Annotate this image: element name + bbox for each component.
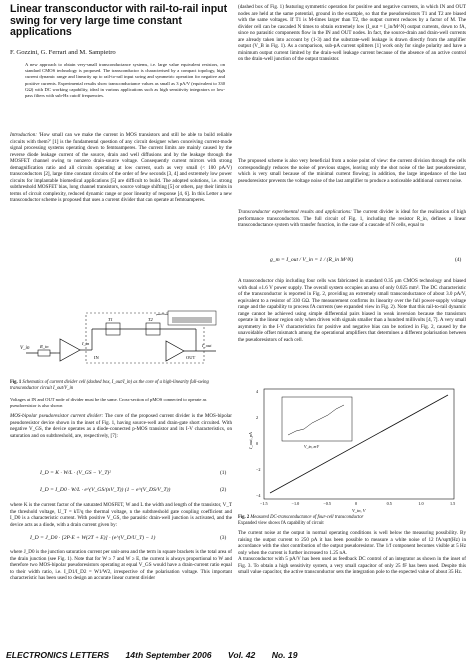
figure-1-caption (10, 380, 232, 392)
y-tick-label: −2 (256, 467, 261, 472)
abstract: A new approach to obtain very-small transconductance systems, i.e. large value equivalent resistors, on standard CMOS technology is proposed. The transconductor is characterised by a compact topology, high current dynamic range and linearity up to rail-to-rail input swing and symmetric operation for negative and positive currents. Experimental results show transconductance values as small as 3 pA/V (equivalent to 330 GΩ) with DC working capability, ideal in various applications such as high sensitivity integrators or low-pass filters with sub-Hz cutoff frequencies. (25, 62, 225, 99)
equation-1-number: (1) (220, 470, 227, 476)
figure-1-schematic (16, 309, 228, 379)
mos-heading: MOS-bipolar pseudoresistor current divider: (10, 413, 104, 419)
mos-text: The core of the proposed current divider is the MOS-bipolar pseudoresistor device shown in the inset of Fig. 1, having source-well and drain-gate short circuited. With negative V_GS, the device operates as a diode-connected p-MOS transistor and its I-V characteristics, on saturation and on subthreshold, are, respectively, [7]: (10, 413, 232, 439)
y-tick-label: 4 (256, 389, 259, 394)
equation-2: I_D = I_D0 · W/L · e^(V_GS/(nV_T)) (1 − e^(V_DS/V_T)) (40, 487, 171, 493)
fig1-caption-text: Schematics of current divider cell (dashed box, I_out/I_in) as the core of a high-linearity full-swing transconductor circuit I_out/V_in (10, 380, 209, 391)
right-paragraph-2: The proposed scheme is also very beneficial from a noise point of view: the current division through the cells correspondingly reduces the noise of previous stages, leaving only the shot noise of the last pseudoresistor, which is very small because of the minimal current flowing; in addition, the large impedance of the last pseudoresistor prevents the voltage noise of the last amplifier to produce a noticeable additional current noise. (238, 158, 466, 184)
rin-label: R_in (40, 344, 49, 349)
mos-text-3: where J_D0 is the junction saturation current per unit-area and the term in square brackets is the total area of the drain junction (see Fig. 1). Note that for W ≥ 7 and W ≥ E, the current is always proportional to W and therefore two MOS-bipolar pseudoresistors operating at equal V_GS would have a drain-current ratio equal to their width ratio, i.e. I_D1/I_D2 = W1/W2, irrespective of the polarisation voltage. This important characteristic has been used to design an accurate linear current divider (10, 549, 232, 582)
x-tick-label: 0.5 (386, 501, 392, 506)
issue-date: 14th September 2006 (125, 650, 212, 660)
journal-footer (6, 647, 468, 663)
x-tick-label: −0.5 (323, 501, 331, 506)
y-tick-label: −4 (256, 493, 261, 498)
results-section (238, 209, 466, 229)
x-tick-label: 1.5 (450, 501, 456, 506)
equation-4-number: (4) (455, 257, 462, 263)
right-paragraph-1: (dashed box of Fig. 1) featuring symmetric operation for positive and negative currents, in which IN and OUT nodes are held at the same potential, ground in the example, so that the pseudoresistors T1 and T2 are biased with the same voltages. If T1 is M-times larger than T2, the output current reduces by a factor of M. The divider cell can be cascaded N times to obtain extremely low (I_out = I_in/M^N) output currents, down to fA, since no parasitic components flow in the IN and OUT nodes. In fact, the source-drain and drain-well currents are already taken into account by (1-3) and the substrate-well leakage is drawn directly from the amplifier output (V_B in Fig. 1). As a comparison, sub-pA current splitters [1] work only for single polarity and have a minimum output current limited by the drain-well leakage current because of the absence of an active control on the drain-well junction of the output transistor. (238, 4, 466, 63)
x-tick-label: 1.0 (418, 501, 424, 506)
results-heading: Transconductor experimental results and applications: (238, 209, 352, 215)
y-tick-label: 0 (256, 441, 259, 446)
equation-4: g_m = I_out / V_in = 1 / (R_in M^N) (270, 257, 354, 263)
chart-xlabel: V_in, V (352, 508, 366, 513)
x-tick-label: −1.0 (291, 501, 300, 506)
results-text: The current divider is ideal for the realisation of high performance transconductors. The full circuit of Fig. 1, including the resistor R_in, defines a linear transconductance system with transfer function, in the case of a cascade of N cells, equal to (238, 209, 466, 229)
noise-text: The current noise at the output in normal operating conditions is well below the measuring possibility. By raising the output current to 250 pA it has been possible to measure a white noise of 12 fA/sqrt(Hz) in accordance with the shot contribution of the output pseudoresistor. The 1/f component becomes visible at 5 Hz only when the current is further increased to 1.25 nA. (238, 530, 466, 556)
inset-frame (282, 397, 352, 441)
iout-label: I_out (202, 343, 212, 348)
fig2-caption-text: Measured DC-transconductance of four-cell transconductor (250, 515, 364, 520)
figure-2-caption (238, 515, 466, 527)
integrator-text: A transconductor with 5 pA/V has been used as feedback DC control of an integrator as shown in the inset of Fig. 3. To obtain a high sensitivity system, a very small capacitor of only 25 fF has been used. Despite this small value capacitor, the active transconductor sets the integration pole to the expected value of about 35 Hz. (238, 556, 466, 576)
equation-3: I_D = J_D0 · [2P·E + W(2T + E)] · (e^(V_D/U_T) − 1) (30, 535, 156, 541)
intro-text: 'How small can we make the current in MOS transistors and still be able to build reliable circuits with them?' [1] is the fundamental question of any circuit designer when conceiving current-mode signal processing systems operating down to femtoamperes. The current limits are mainly caused by the reverse diode leakage current of the source, drain and well diffusions and by the leakage through the MOSFET channel owing to nonzero drain-source voltage. Consequently current mirrors with strong demagnification ratio and all circuits operating at low current, such as very small (< 100 pA/V) transconductors [2], large time constant circuits of the order of few seconds [3, 4] and extremely low power circuits for implantable biomedical applications [5] are difficult to build. The adopted solutions, i.e. strong subthreshold MOSFET bias, long channel transistors, source voltage shifting [5] or others, pay their limits in terms of circuit complexity, reduced dynamic range or poor linearity of response [4, 6]. In this Letter a new transconductor scheme is proposed that uses a current divider that can operate at femtoamperes. (10, 132, 232, 204)
equation-1: I_D = K · W/L · (V_GS − V_T)² (40, 470, 111, 476)
figure-1-note: Voltages at IN and OUT node of divider must be the same. Cross-section of pMOS connected to operate as pseudoresistor is also shown (10, 397, 207, 408)
fig2-note: Expanded view shows fA capability of circuit (238, 521, 324, 526)
right-paragraph-4: A transconductor chip including four cells was fabricated in standard 0.35 μm CMOS technology and biased with dual ±1.6 V power supply. The overall system occupies an area of only 0.025 mm². The DC characteristic of the transconductor is reported in Fig. 2, providing an extremely small transconductance of about 3.0 pA/V, equivalent to a resistor of 330 GΩ. The measurement confirms its linearity over the full power-supply voltage range and the capability to process fA currents (see expanded view in Fig. 2). Note that this rail-to-rail dynamic range cannot be achieved using simple differential pairs biased in weak inversion because the transistors operate in the linear region only when driven with signals smaller than a hundred millivolts [4, 7]. A very small asymmetry in the I-V characteristics for positive and negative bias can be noticed in Fig. 2, caused by the unavoidable offset mismatch among the operational amplifiers that determines a different polarisation between the pseudoresistors of each cell. (238, 278, 466, 343)
introduction (10, 132, 232, 204)
journal-name: ELECTRONICS LETTERS (6, 650, 110, 660)
volume: Vol. 42 (227, 650, 256, 660)
intro-heading: Introduction: (10, 132, 37, 138)
authors: F. Gozzini, G. Ferrari and M. Sampietro (10, 49, 116, 56)
fig2-caption-label: Fig. 2 (238, 515, 250, 520)
x-tick-label: 0 (355, 501, 358, 506)
right-paragraph-5 (238, 530, 466, 576)
out-label: OUT (186, 355, 196, 360)
mos-text-2: where K is the current factor of the saturated MOSFET, W and L the width and length of the transistor, V_T the threshold voltage, U_T = kT/q the thermal voltage, n the subthreshold gate coupling coefficient and I_D0 is a characteristic current. With positive V_GS, the parasitic drain-well junction is activated, and the device acts as a diode, with a drain current given by: (10, 502, 232, 528)
x-tick-labels (260, 501, 455, 506)
in-label: IN (94, 355, 99, 360)
chart-ylabel: I_out, pA (248, 432, 253, 449)
figure-2-chart (242, 385, 466, 513)
article-title: Linear transconductor with rail-to-rail input swing for very large time constant applications (10, 3, 228, 38)
x-tick-label: −1.5 (260, 501, 268, 506)
fig1-caption-label: Fig. 1 (10, 380, 22, 385)
iin-label: I_in (82, 341, 90, 346)
t2-label: T2 (148, 317, 153, 322)
y-tick-label: 2 (256, 415, 259, 420)
inset-xlabel: V_in, mV (304, 444, 319, 449)
vin-label: V_in (20, 346, 30, 351)
mos-section (10, 413, 232, 439)
y-tick-labels (256, 389, 261, 498)
t1-label: T1 (108, 317, 113, 322)
equation-2-number: (2) (220, 487, 227, 493)
issue-number: No. 19 (271, 650, 298, 660)
equation-3-number: (3) (220, 535, 227, 541)
